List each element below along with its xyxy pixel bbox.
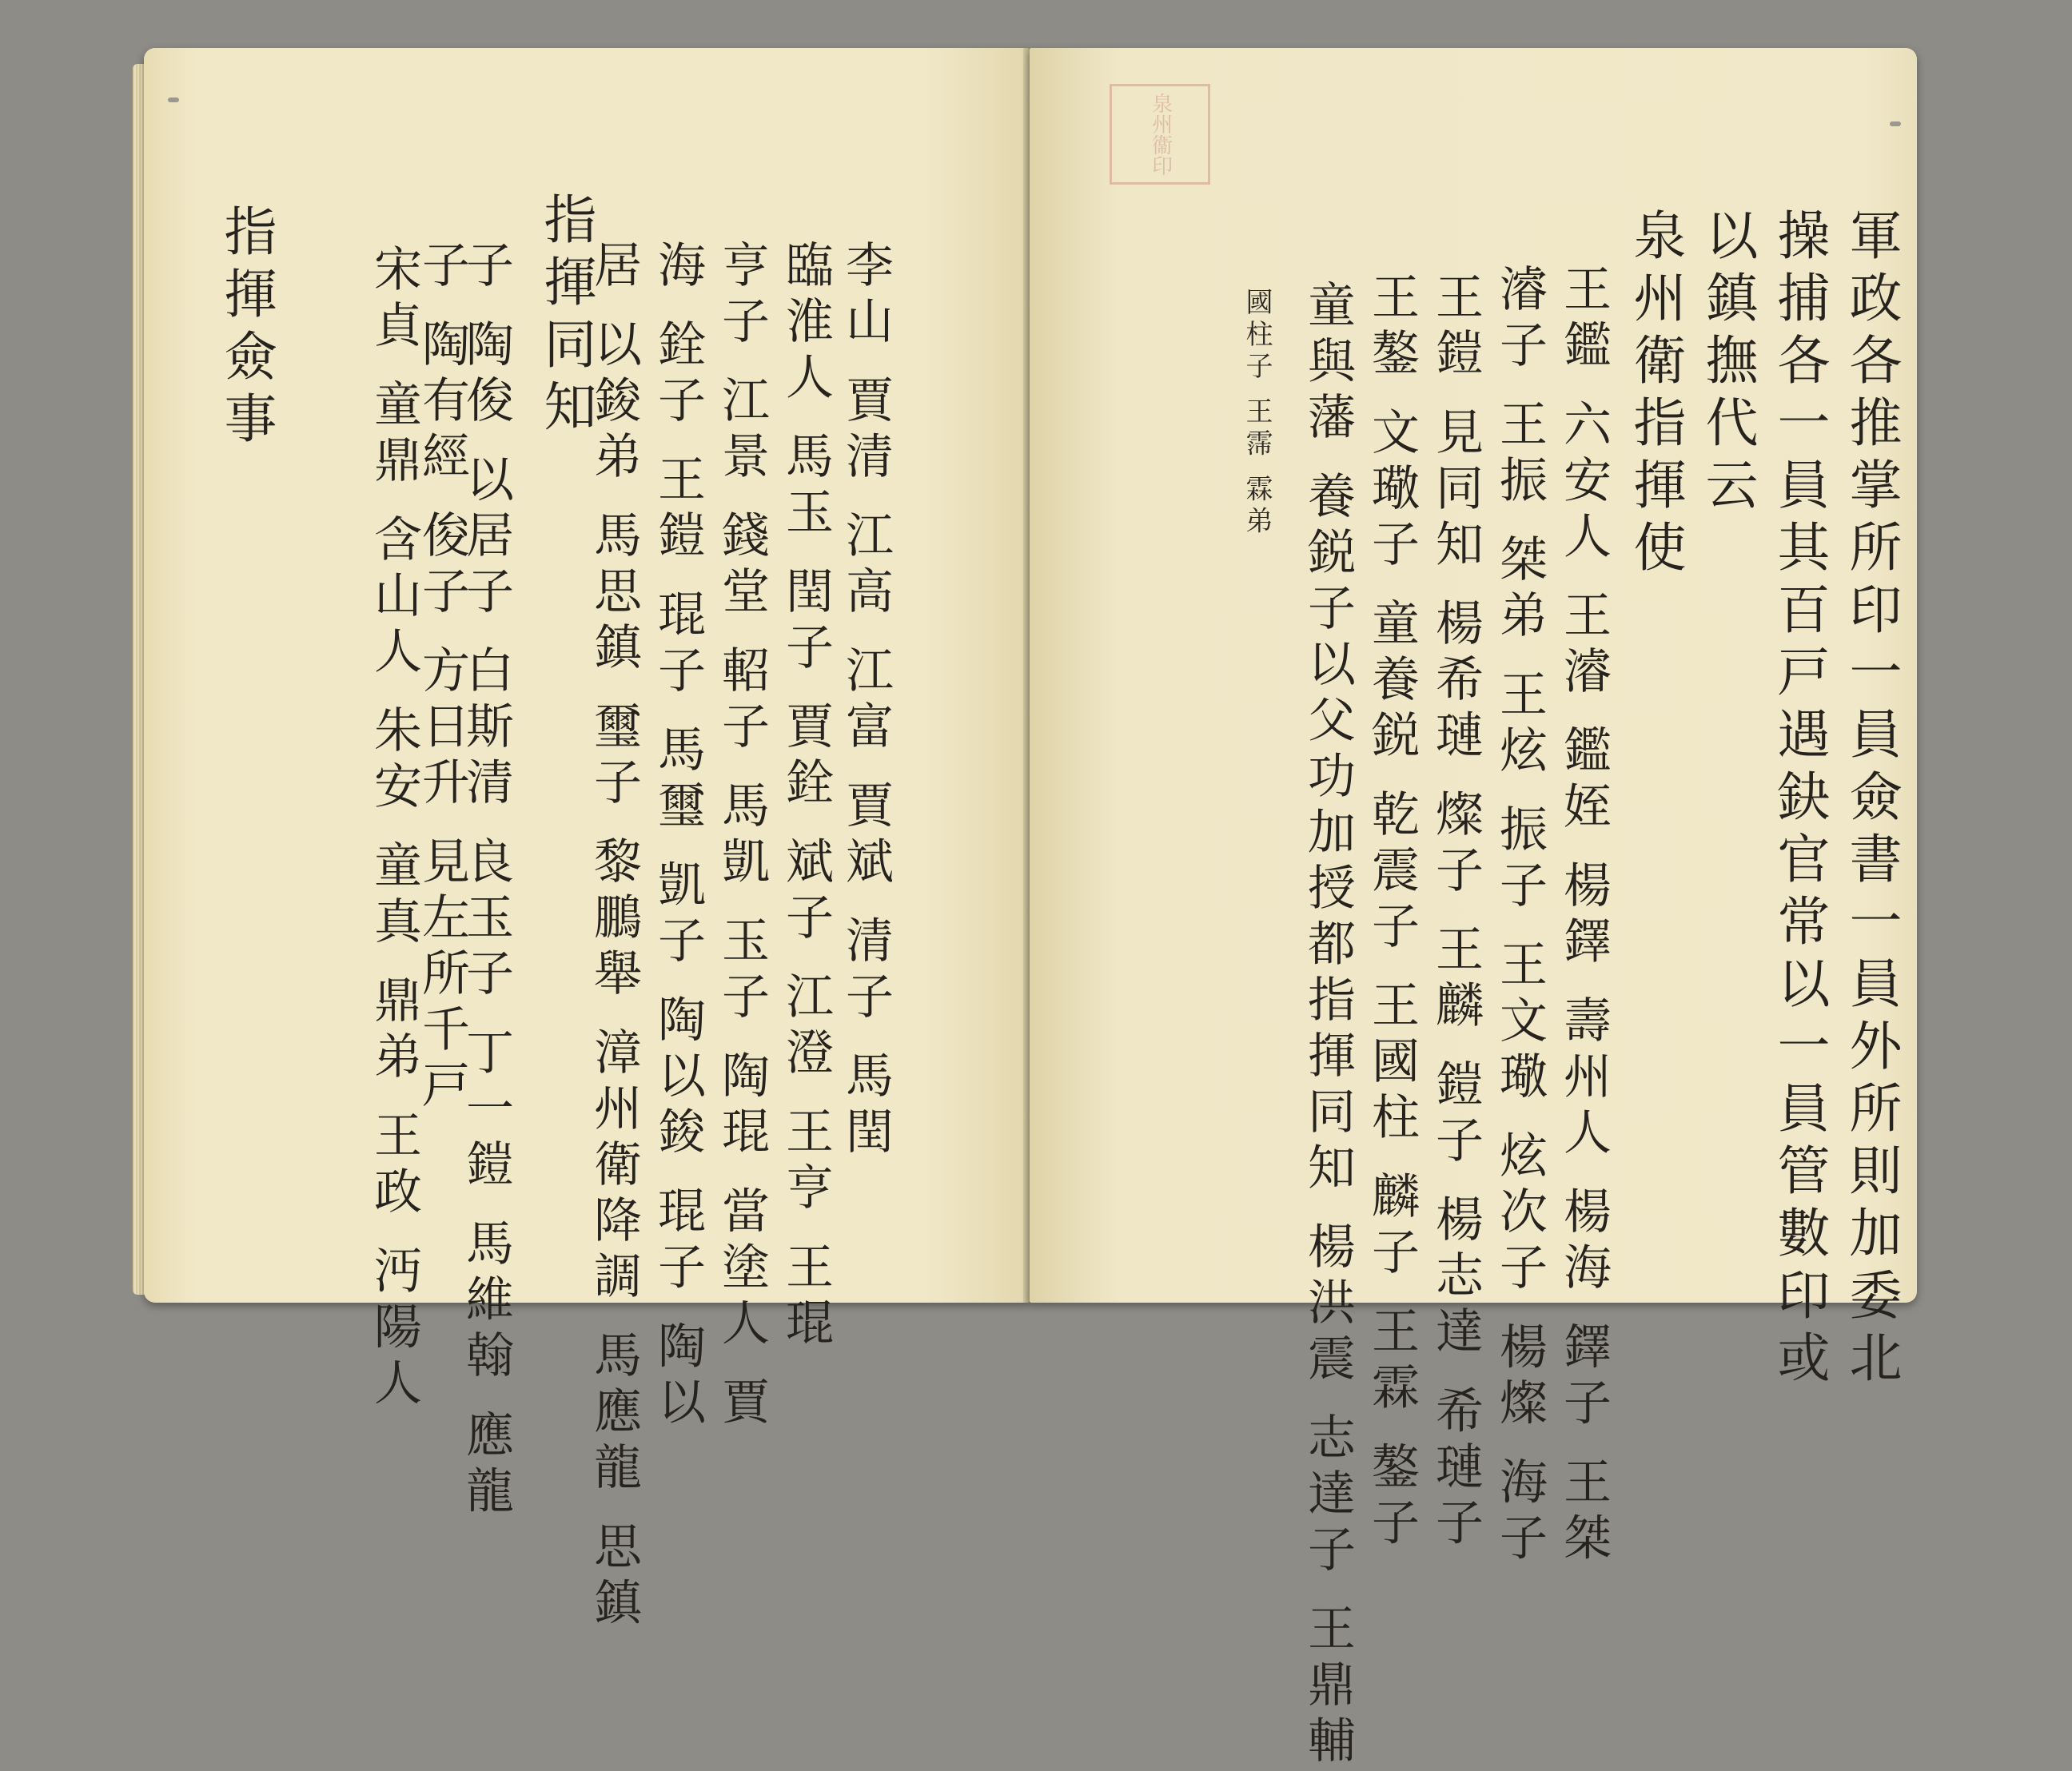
left-col-3: 亨子 江景 錢堂 軺子 馬凱 玉子 陶琨 當塗人 賈 [714,240,770,1433]
right-col-4: 泉州衛指揮使 [1624,208,1686,582]
right-col-2: 操捕各一員其百戸遇鈌官常以一員管數印或 [1768,208,1830,1392]
right-col-3: 以鎮撫代云 [1696,208,1758,519]
left-col-8: 指揮僉事 [215,204,277,453]
left-page [144,48,1030,1634]
left-col-1: 李山 賈清 江高 江富 賈斌 清子 馬閏 [838,240,894,1163]
right-col-9: 童與藩 養鋭子以父功加授都指揮同知 楊洪震 志達子 王鼎輔 [1300,280,1356,1771]
right-page [1030,48,1917,1771]
right-col-8: 王鏊 文璥子 童養鋭 乾震子 王國柱 麟子 王霖 鏊子 [1364,272,1420,1554]
left-col-9: 宋貞 童鼎 含山人 朱安 童真 鼎弟 王政 沔陽人 [366,244,422,1414]
collector-seal: 泉州衞印 [1110,84,1210,185]
left-col-5: 居 以鋑弟 馬思鎮 璽子 黎鵬舉 漳州衛降調 馬應龍 思鎮 [586,240,642,1634]
open-book [144,48,1935,1771]
left-col-10: 指揮同知 [535,192,596,441]
right-col-6: 濬子 王振 桀弟 王炫 振子 王文璥 炫次子 楊燦 海子 [1492,264,1548,1569]
left-col-4: 海 銓子 王鎧 琨子 馬璽 凱子 陶以鋑 琨子 陶以 [650,240,706,1433]
right-col-1: 軍政各推掌所印一員僉書一員外所則加委北 [1840,208,1902,1392]
right-col-5: 王鑑 六安人 王濬 鑑姪 楊鐸 壽州人 楊海 鐸子 王桀 [1556,264,1612,1569]
right-col-10: 國柱子 王霈 霖弟 [1241,288,1273,539]
left-col-6: 子 陶俊 以居子 白斯清 良玉子 丁一鎧 馬維翰 應龍 [458,240,514,1522]
left-col-2: 臨淮人 馬玉 閏子 賈銓 斌子 江澄 王亨 王琨 [778,240,834,1354]
binding-notch [1890,121,1901,126]
binding-notch [168,98,179,102]
left-col-7: 子 陶有經 俊子 方日升 見左所千戸 [414,240,470,1116]
right-col-7: 王鎧 見同知 楊希璉 燦子 王麟 鎧子 楊志達 希璉子 [1428,272,1484,1554]
